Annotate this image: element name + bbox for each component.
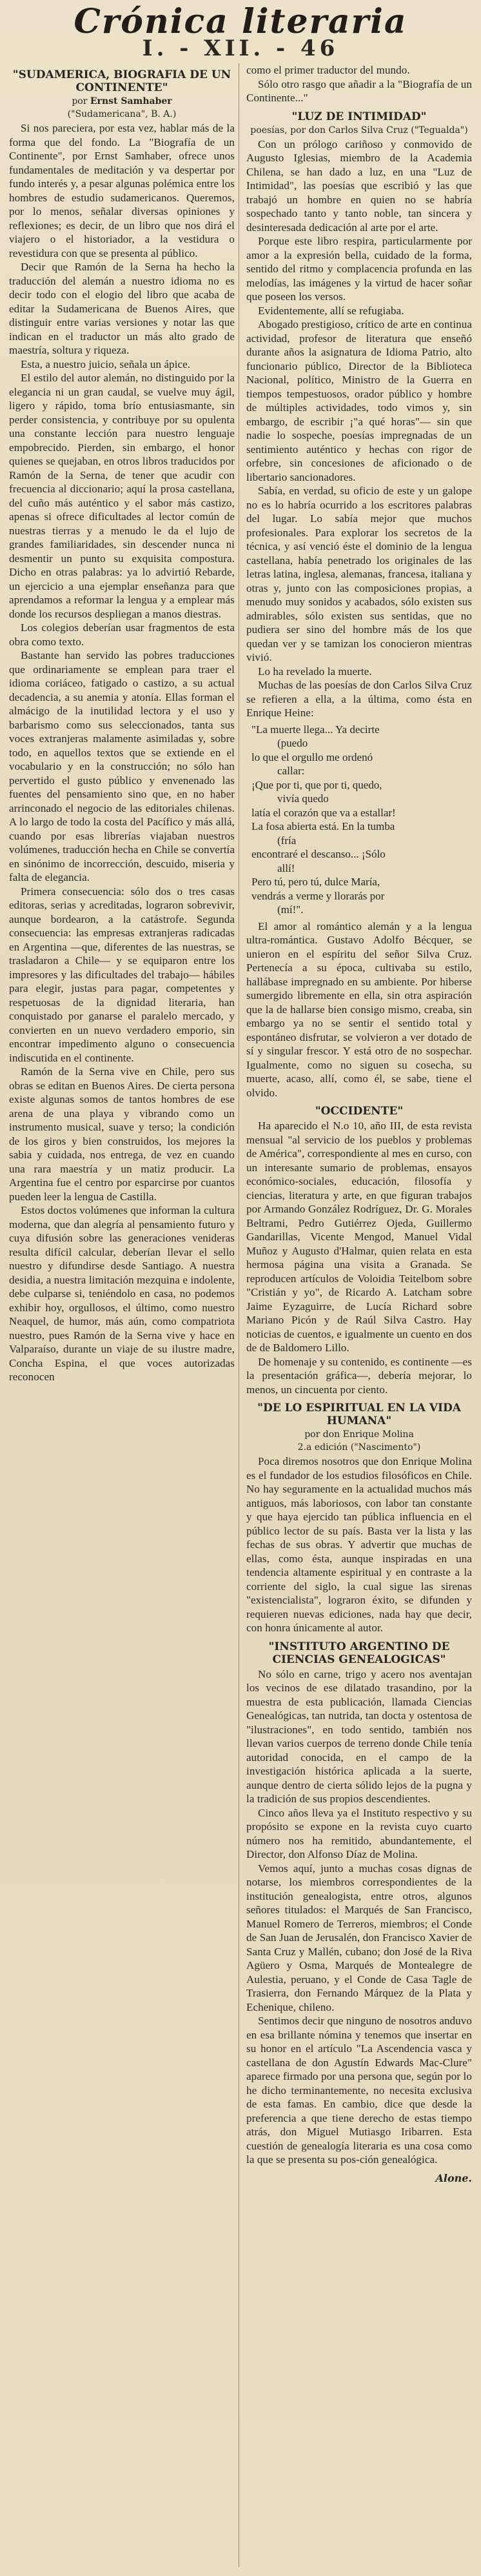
review-byline: por Ernst Samhaber (72, 96, 172, 106)
poem-line: Pero tú, pero tú, dulce María, (251, 876, 380, 888)
paragraph: Lo ha revelado la muerte. (258, 665, 372, 678)
masthead (18, 4, 463, 63)
paragraph: Cinco años lleva ya el Instituto respectivo y su propósito se expone en la revista cuyo cuarto número nos ha remitido, abundantemente, el Director, don Alfonso Díaz de Molina. (246, 1806, 472, 1860)
review-edition: 2.a edición ("Nascimento") (297, 1442, 421, 1453)
poem-line: (mí!". (277, 903, 304, 916)
paragraph: Sabía, en verdad, su oficio de este y un galope no es lo habría ocurrido a los escritores palabras del lugar. Lo sabía mejor que muchos profesionales. Para explorar los secretos de la técnica, y así venció éste el dominio de la lengua castellana, había penetrado los originales de las letras latina, inglesa, alemanas, francesa, italiana y otras y, junto con las composiciones propias, a menudo muy sonidos y acabados, sólo existen sus admirables, sólo existen sus sentidas, que no pudiera ser sino del hombre más de los que quedan ver y se tamizan los conocieron mientras vivió. (246, 485, 472, 663)
poem-line: allí! (277, 861, 295, 874)
poem-line: "La muerte llega... Ya decirte (251, 723, 380, 736)
paragraph: El estilo del autor alemán, no distinguido por la elegancia ni un gran caudal, se vuelve muy ágil, ligero y rápido, toma brío entusiasmante, sin perder consistencia, y contribuye por su opulenta una constante lección para nuestro lenguaje empobrecido. Pierden, sin embargo, el honor quienes se quejaban, en otros libros traducidos por Ramón de la Serna, de tener que acudir con frecuencia al diccionario; aquí la prosa castellana, del cuño más auténtico y el sabor más castizo, apenas si ofrece dificultades al lector común de nuestras tierras y a menudo le da el lujo de grandes familiaridades, sin descender nunca ni desmentir un punto su exquisita compostura. Dicho en otras palabras: ya lo advirtió Rebarde, un ejercicio a una ejemplar enseñanza para que aprendamos a reformar la lengua y a emplear más donde los recursos despliegan a manos diestras. (9, 372, 235, 620)
paragraph: Esta, a nuestro juicio, señala un ápice. (21, 357, 191, 370)
issue-date: I. - XII. - 46 (142, 35, 339, 61)
review-headline-lo-espiritual: "DE LO ESPIRITUAL EN LA VIDA HUMANA" (257, 1402, 461, 1427)
paragraph: Sentimos decir que ninguno de nosotros anduvo en esa brillante nómina y tenemos que insertar en su honor en el artículo "La Ascendencia vasca y castellana de don Agustín Edwards Mac-Clure" aparece firmado por una persona que, según por lo he dicho terminantemente, no necesita exclusiva de esta famas. En cambio, dice que desde la preferencia a que tiene derecho de estas tiempo atrás, don Miguel Mutiasgo Iribarren. Esta cuestión de genealogía literaria es una cosa como la que se presenta su pos-ción genealógica. (246, 2015, 472, 2166)
continued-text (246, 63, 472, 105)
paragraph: como el primer traductor del mundo. (246, 64, 410, 76)
paragraph: Abogado prestigioso, crítico de arte en continua actividad, profesor de literatura que enseñó durante años la asignatura de Idioma Patrio, alto funcionario público, Director de la Biblioteca Nacional, político, Ministro de la Guerra en tiempos tempestuosos, orador público y hombre de múltiples actividades, todo vimos y, sin embargo, de escribir ¡"a qué horas"— sin que nadie lo sospeche, poesías impregnadas de un sentimiento auténtico y hechas con rigor de orfebre, sin concesiones de aficionado o de libertario sancionadores. (246, 318, 472, 483)
paragraph: El amor al romántico alemán y a la lengua ultra-romántica. Gustavo Adolfo Bécquer, se unieron en el espíritu del señor Silva Cruz. Pertenecía a su época, cultivaba su estilo, hallábase impregnado en su ambiente. Por hiberse sumergido libremente en ella, sin otra aspiración que la de hallarse bien consigo mismo, creaba, sin embargo ya no se sentir el sentido total y espontáneo disfrutar, se volvieron a ver dotado de sí y singular frescor. Y está otro de no sospechar. Igualmente, como no siguen su cosecha, su muerte, acaso, allí, como él, se sabe, tiene el olvido. (246, 920, 472, 1099)
review-publisher: ("Sudamericana", B. A.) (67, 109, 177, 119)
review-body (246, 1454, 472, 1635)
paragraph: De homenaje y su contenido, es continente —es la presentación gráfica—, debería mejorar, lo menos, un cincuenta por ciento. (246, 1355, 472, 1396)
paragraph: Si nos pareciera, por esta vez, hablar más de la forma que del fondo. La "Biografía de un Continente", por Ernst Samhaber, ofrece unos fundamentales de meditación y va despertar por fundo interés y, a pesar algunas polémica entre los hombres de estudio sudamericanos. Queremos, por lo menos, señalar diversas opiniones y reflexiones; es decir, de un libro que nos dirá el viajero o el historiador, a la vestidura o revestidura con que se presenta al público. (9, 122, 235, 259)
review-body (246, 1667, 472, 2167)
poem-line: La fosa abierta está. En la tumba (251, 820, 395, 832)
review-byline: por don Enrique Molina (304, 1429, 414, 1440)
poem-line: vendrás a verme y llorarás por (251, 889, 385, 902)
review-body (246, 137, 472, 720)
review-body (9, 121, 235, 1384)
paragraph: Sólo otro rasgo que añadir a la "Biografía de un Continente..." (246, 77, 472, 104)
review-byline: poesías, por don Carlos Silva Cruz ("Tegualda") (250, 125, 468, 136)
paragraph: Evidentemente, allí se refugiaba. (258, 304, 404, 317)
paragraph: Poca diremos nosotros que don Enrique Molina es el fundador de los estudios filosóficos en Chile. No hay seguramente en la actualidad muchos más antiguos, más laboriosos, con labor tan constante y que haya ejercido tan pública influencia en el público lector de su país. Basta ver la lista y las fechas de sus obras. Y advertir que muchas de ellas, como ésta, aunque inspiradas en una tendencia altamente espiritual y en contraste a la corriente del siglo, la cual sigue las sirenas "existencialista", lograron éxito, se difunden y requieren nuevas ediciones, nada hay que decir, con honra únicamente al autor. (246, 1455, 472, 1634)
review-body (246, 1119, 472, 1396)
paragraph: Los colegios deberían usar fragmentos de esta obra como texto. (9, 621, 235, 648)
review-headline-luz-de-intimidad: "LUZ DE INTIMIDAD" (291, 110, 427, 123)
paragraph: Vemos aquí, junto a muchas cosas dignas de notarse, los miembros correspondientes de la institución genealogista, entre otros, algunos señores titulados: el Marqués de San Francisco, Manuel Romero de Terreros, miembros; el Conde de San Juan de Jerusalén, don Francisco Xavier de Santa Cruz y Mallén, cubano; don José de la Riva Agüero y Osma, Marqués de Montealegre de Aulestia, peruano, y el Conde de Casa Tagle de Trasierra, don Fernando Márquez de la Plata y Echenique, chileno. (246, 1862, 472, 2013)
paragraph: Porque este libro respira, particularmente por amor a la expresión bella, cuidado de la forma, sentido del ritmo y complacencia profunda en las melodías, las imágenes y la virtud de hacer soñar que poseen los versos. (246, 235, 472, 303)
review-body-continued (246, 920, 472, 1100)
poem-line: vivía quedo (277, 792, 329, 805)
poem-line: lo que el orgullo me ordenó (251, 750, 373, 763)
review-headline-instituto: "INSTITUTO ARGENTINO DE CIENCIAS GENEALOGICAS" (268, 1640, 450, 1666)
paragraph: Bastante han servido las pobres traducciones que ordinariamente se emplean para traer el idioma coriáceo, fatigado o castizo, a su actual decadencia, a su anemia y atonía. Ellas forman el almácigo de la inutilidad lectora y el uso y barbarismo como sus seleccionados, tanta sus voces extranjeras malamente asimiladas y, sobre todo, en aquellos textos que se extiende en el vocabulario y en la construcción; no sólo han pervertido el gusto público y envenenado las fuentes del pensamiento sino que, en no haber arrinconado el negocio de las editoriales chilenas. A lo largo de todo la costa del Pacífico y más allá, cuando por esas librerías viajaban nuestros volúmenes, traducción hecha en Chile se convertía en sinónimo de incorrección, descuido, miseria y falta de elegancia. (9, 649, 235, 883)
poem-line: (fría (277, 834, 297, 847)
left-column (9, 63, 235, 2576)
paragraph: Ha aparecido el N.o 10, año III, de esta revista mensual "al servicio de los pueblos y problemas de América", correspondiente al mes en curso, con un interesante sumario de problemas, ensayos económico-sociales, educación, filosofía y ciencias, literatura y arte, en que figuran trabajos por Armando González Rodríguez, Dr. G. Morales Beltrami, Pedro Gutiérrez Ojeda, Guillermo Gandarillas, Vicente Mengod, Manuel Vidal Muñoz y Augusto d'Halmar, quien relata en esta hermosa página una visita a Granada. Se reproducen artículos de Voloidia Teitelbom sobre "Cristián y yo", de Ricardo A. Latcham sobre Jaime Eyzaguirre, de Lucía Richard sobre Mariano Picón y de Raúl Silva Castro. Hay noticias de cuentos, e igualmente un cuento en dos de de Baldomero Lillo. (246, 1120, 472, 1354)
paragraph: Ramón de la Serna vive en Chile, pero sus obras se editan en Buenos Aires. De cierta persona existe algunas somos de tantos hombres de ese arena de una playa y vibrando como un instrumento musical, suave y terso; la condición de los giros y bien construidos, los mejores la sabia y cuidada, nos entrega, de vez en cuando una rara maestría y un matiz producir. La Argentina fue el centro por esparcirse por cuantos pueden leer la lengua de Castilla. (9, 1065, 235, 1203)
paragraph: Decir que Ramón de la Serna ha hecho la traducción del alemán a nuestro idioma no es decir todo con el elogio del libro que acaba de editar la Sudamericana de Buenos Aires, que distinguir entre varias versiones y notar las que indican en el traductor un más alto grado de maestría, soltura y riqueza. (9, 261, 235, 356)
right-column (246, 63, 472, 2576)
poem-line: ¡Que por ti, que por ti, quedo, (251, 778, 382, 791)
paragraph: Con un prólogo cariñoso y conmovido de Augusto Iglesias, miembro de la Academia Chilena, se han dado a luz, en una "Luz de Intimidad", las poesías que escribió y las que trabajó un hombre en quien no se habría sospechado tanto y tanto noble, tan sincera y desinteresada dedicación al arte por el arte. (246, 137, 472, 234)
quoted-poem (251, 723, 472, 917)
poem-line: callar: (277, 765, 305, 777)
author-signature: Alone. (435, 2171, 472, 2184)
section-title: Crónica literaria (74, 2, 407, 41)
paragraph: Muchas de las poesías de don Carlos Silva Cruz se refieren a ella, a la última, como ésta en Enrique Heine: (246, 679, 472, 719)
poem-line: (puedo (277, 737, 308, 749)
poem-line: encontraré el descanso... ¡Sólo (251, 848, 386, 860)
review-headline-occidente: "OCCIDENTE" (315, 1105, 404, 1118)
review-headline-sudamerica: "SUDAMERICA, BIOGRAFIA DE UN CONTINENTE" (12, 68, 231, 94)
poem-line: latía el corazón que va a estallar! (251, 806, 396, 819)
paragraph: Primera consecuencia: sólo dos o tres casas editoras, serias y acreditadas, lograron sobrevivir, aunque bordearon, a la catástrofe. Segunda consecuencia: las empresas extranjeras radicadas en Argentina —que, diferentes de las nuestras, se trasladaron a Chile— y se equiparon entre los impresores y las dificultades del trabajo— hábiles para elegir, justas para pagar, competentes y respetuosas de la dignidad literaria, han conquistado por ganarse el paralelo mercado, y convierten en un nuevo verdadero emporio, sin encontrar impedimento alguno o consecuencia indiscutida en el continente. (9, 885, 235, 1064)
paragraph: No sólo en carne, trigo y acero nos aventajan los vecinos de ese dilatado trasandino, por la muestra de esta publicación, llamada Ciencias Genealógicas, tan nutrida, tan docta y ostentosa de "ilustraciones", en todo sentido, también nos llevan varios cuerpos de terreno donde Chile tenía autoridad conocida, en el campo de la investigación histórica aplicada a la suerte, aunque dentro de cierta sólido lejos de la pugna y la tradición de sus propios descendientes. (246, 1667, 472, 1805)
paragraph: Estos doctos volúmenes que informan la cultura moderna, que dan alegría al pensamiento futuro y cuya difusión sobre las generaciones venideras resulta difícil calcular, deberían llevar el sello nuestro y difundirse desde Santiago. A nuestra desidia, a nuestra limitación mezquina e indolente, debe culparse si, teniéndolo en casa, no podemos exhibir hoy, orgullosos, el último, como nuestro Neaquel, de humor, más aún, como compatriota nuestro, pues Ramón de la Serna vive y hace en Valparaíso, durante un viaje de su ilustre madre, Concha Espina, el que voces autorizadas reconocen (9, 1204, 235, 1383)
